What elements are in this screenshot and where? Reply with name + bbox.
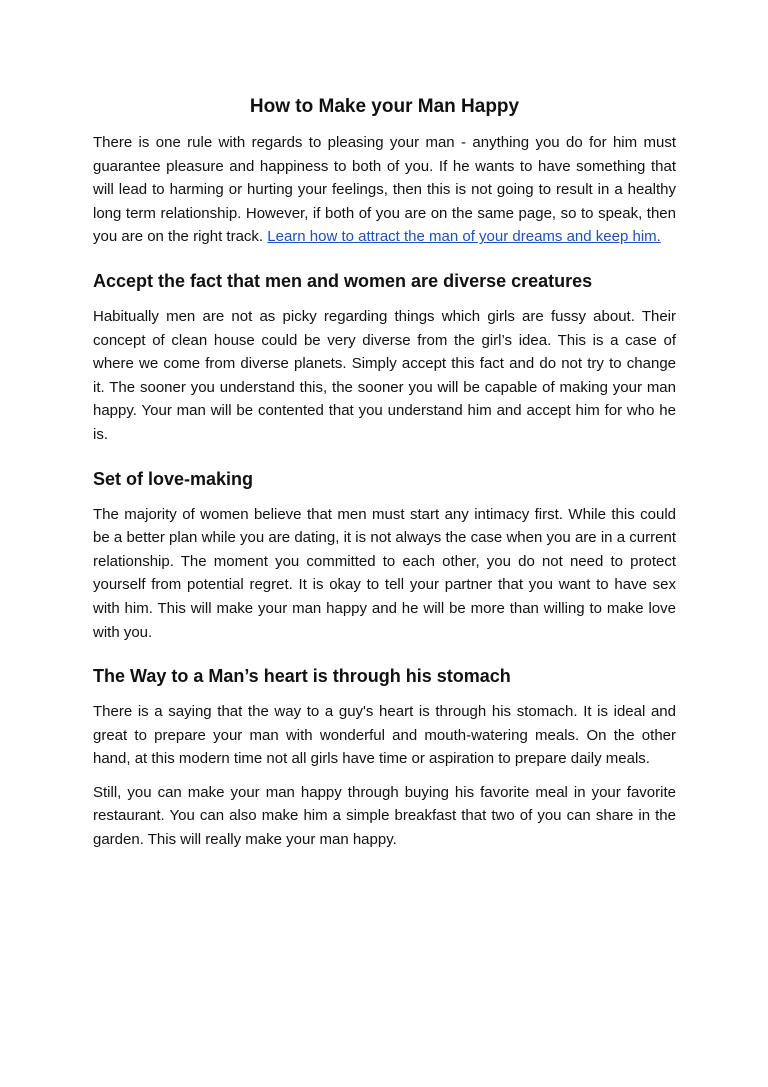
section-paragraph-stomach-1: There is a saying that the way to a guy's heart is through his stomach. It is ideal and great to prepare your man with wonderful and mouth-watering meals. On the other hand, at this modern time not all girls have time or aspiration to prepare daily meals. xyxy=(93,703,676,768)
attract-man-link[interactable]: Learn how to attract the man of your dreams and keep him. xyxy=(267,228,661,246)
document-title: How to Make your Man Happy xyxy=(249,96,520,117)
document-page xyxy=(93,95,676,862)
section-paragraph-love-making: The majority of women believe that men must start any intimacy first. While this could be a better plan while you are dating, it is not always the case when you are in a current relationship. The moment you committed to each other, you do not need to protect yourself from potential regret. It is okay to tell your partner that you want to have sex with him. This will make your man happy and he will be more than willing to make love with you. xyxy=(93,505,676,641)
section-paragraph-diverse-creatures: Habitually men are not as picky regarding things which girls are fussy about. Their concept of clean house could be very diverse from the girl’s idea. This is a case of where we come from diverse planets. Simply accept this fact and do not try to change it. The sooner you understand this, the sooner you will be capable of making your man happy. Your man will be contented that you understand him and accept him for who he is. xyxy=(93,307,676,443)
section-heading-diverse-creatures: Accept the fact that men and women are diverse creatures xyxy=(93,270,593,291)
section-heading-stomach: The Way to a Man’s heart is through his stomach xyxy=(93,666,511,687)
intro-paragraph xyxy=(93,131,676,249)
section-heading-love-making: Set of love-making xyxy=(93,468,254,489)
intro-text: There is one rule with regards to pleasing your man - anything you do for him must guarantee pleasure and happiness to both of you. If he wants to have something that will lead to harming or hurting your feelings, then this is not going to result in a healthy long term relationship. However, if both of you are on the same page, so to speak, then you are on the right track. xyxy=(93,134,676,246)
section-paragraph-stomach-2: Still, you can make your man happy through buying his favorite meal in your favorite restaurant. You can also make him a simple breakfast that two of you can share in the garden. This will really make your man happy. xyxy=(93,783,676,849)
